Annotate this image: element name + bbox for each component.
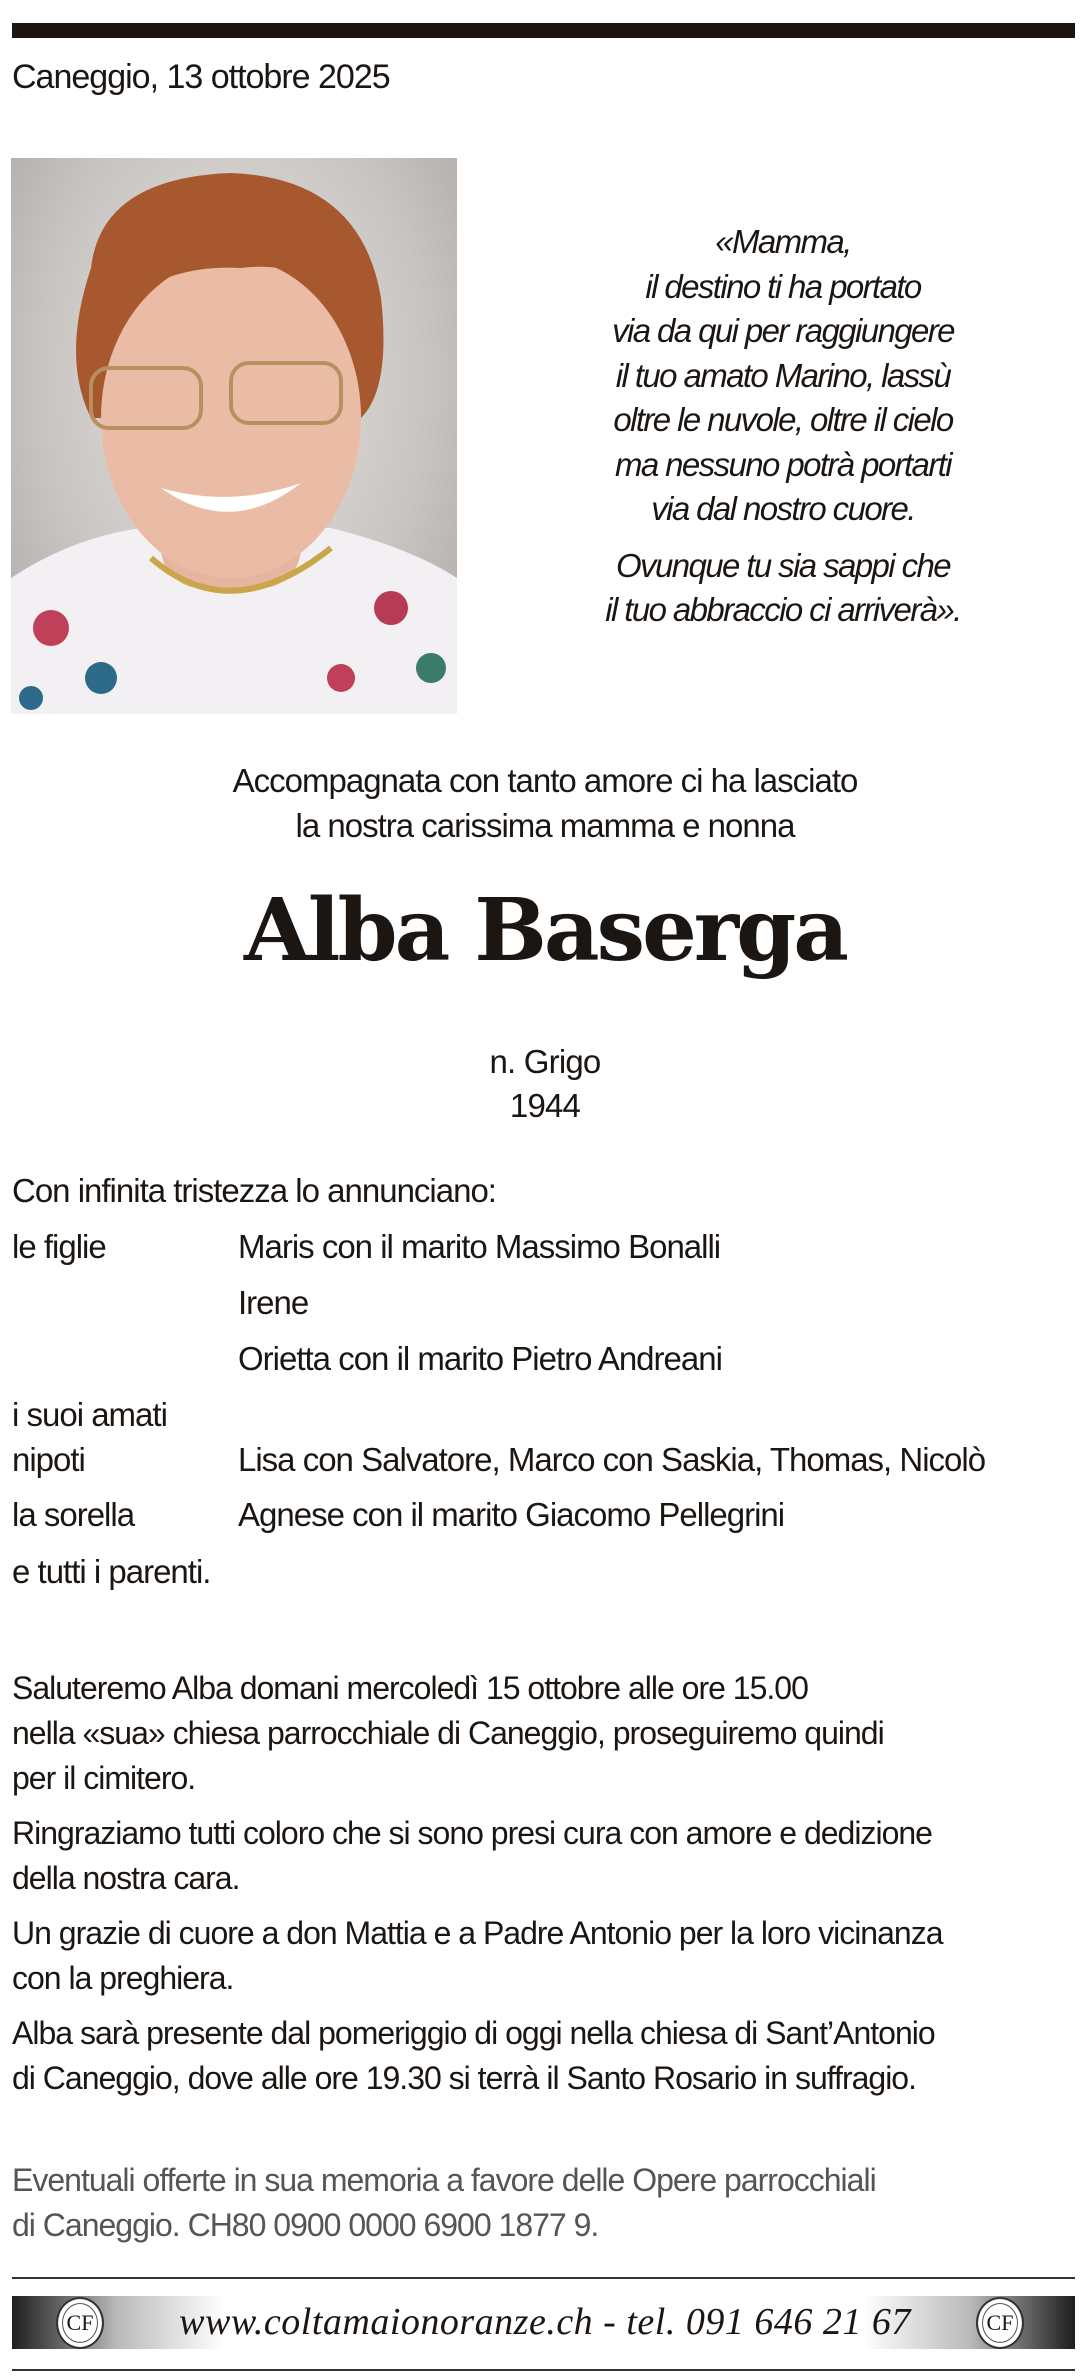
intro-line: la nostra carissima mamma e nonna	[295, 807, 795, 844]
relation: la sorella	[12, 1496, 135, 1533]
relation: nipoti	[12, 1441, 85, 1478]
text-line: Alba sarà presente dal pomeriggio di oggi nella chiesa di Sant’Antonio	[12, 2015, 935, 2051]
quote-line: il destino ti ha portato	[645, 267, 921, 305]
text-line: di Caneggio, dove alle ore 19.30 si terrà il Santo Rosario in suffragio.	[12, 2060, 916, 2096]
family-row	[12, 1396, 1082, 1441]
quote-line: ma nessuno potrà portarti	[614, 445, 952, 483]
funeral-details	[12, 1666, 1082, 2111]
intro-text	[0, 758, 1090, 848]
paragraph	[12, 1811, 1082, 1901]
top-rule	[12, 23, 1075, 38]
family-names: Lisa con Salvatore, Marco con Saskia, Thomas, Nicolò	[238, 1441, 986, 1478]
relation: e tutti i parenti.	[12, 1553, 211, 1590]
date-place: Caneggio, 13 ottobre 2025	[12, 58, 390, 96]
quote-line: Ovunque tu sia sappi che	[615, 546, 950, 584]
family-row	[12, 1340, 1082, 1396]
family-names: Agnese con il marito Giacomo Pellegrini	[238, 1496, 785, 1533]
text-line: nella «sua» chiesa parrocchiale di Caneggio, proseguiremo quindi	[12, 1715, 884, 1751]
funeral-home-logo-icon: CF	[976, 2297, 1024, 2349]
text-line: Eventuali offerte in sua memoria a favore delle Opere parrocchiali	[12, 2162, 876, 2198]
quote-line: via da qui per raggiungere	[612, 312, 954, 349]
intro-line: Accompagnata con tanto amore ci ha lasciato	[232, 762, 858, 799]
deceased-details	[0, 1040, 1090, 1128]
announce-heading: Con infinita tristezza lo annunciano:	[12, 1172, 496, 1209]
family-row	[12, 1553, 1082, 1609]
paragraph	[12, 1911, 1082, 2001]
text-line: Ringraziamo tutti coloro che si sono presi cura con amore e dedizione	[12, 1815, 932, 1851]
family-names: Maris con il marito Massimo Bonalli	[238, 1228, 721, 1265]
maiden-name: n. Grigo	[489, 1043, 601, 1080]
text-line: Un grazie di cuore a don Mattia e a Padre Antonio per la loro vicinanza	[12, 1915, 943, 1951]
text-line: con la preghiera.	[12, 1960, 234, 1996]
relation	[12, 1340, 238, 1396]
paragraph	[12, 2011, 1082, 2101]
relation	[12, 1284, 238, 1340]
divider	[12, 2277, 1075, 2279]
quote-line: via dal nostro cuore.	[651, 490, 915, 527]
family-row	[12, 1441, 1082, 1496]
birth-year: 1944	[509, 1087, 581, 1124]
text-line: della nostra cara.	[12, 1860, 240, 1896]
portrait-photo	[11, 158, 457, 714]
family-names: Irene	[238, 1284, 309, 1321]
family-names: Orietta con il marito Pietro Andreani	[238, 1340, 722, 1377]
memorial-quote	[520, 220, 1046, 633]
quote-line: «Mamma,	[715, 223, 851, 260]
relation: i suoi amati	[12, 1396, 167, 1433]
family-list	[12, 1228, 1082, 1609]
text-line: Saluteremo Alba domani mercoledì 15 ottobre alle ore 15.00	[12, 1670, 808, 1706]
funeral-home-contact: www.coltamaionoranze.ch - tel. 091 646 21 67	[179, 2301, 911, 2343]
text-line: di Caneggio. CH80 0900 0000 6900 1877 9.	[12, 2207, 599, 2243]
quote-line: oltre le nuvole, oltre il cielo	[613, 401, 953, 438]
funeral-home-logo-icon: CF	[56, 2297, 104, 2349]
divider	[12, 2369, 1075, 2371]
deceased-name: Alba Baserga	[244, 880, 846, 981]
relation: le figlie	[12, 1228, 106, 1265]
family-row	[12, 1228, 1082, 1284]
donation-note	[12, 2158, 876, 2248]
quote-line: il tuo abbraccio ci arriverà».	[605, 591, 961, 628]
family-row	[12, 1284, 1082, 1340]
text-line: per il cimitero.	[12, 1760, 196, 1796]
quote-line: il tuo amato Marino, lassù	[615, 356, 951, 394]
family-row	[12, 1496, 1082, 1553]
paragraph	[12, 1666, 1082, 1801]
